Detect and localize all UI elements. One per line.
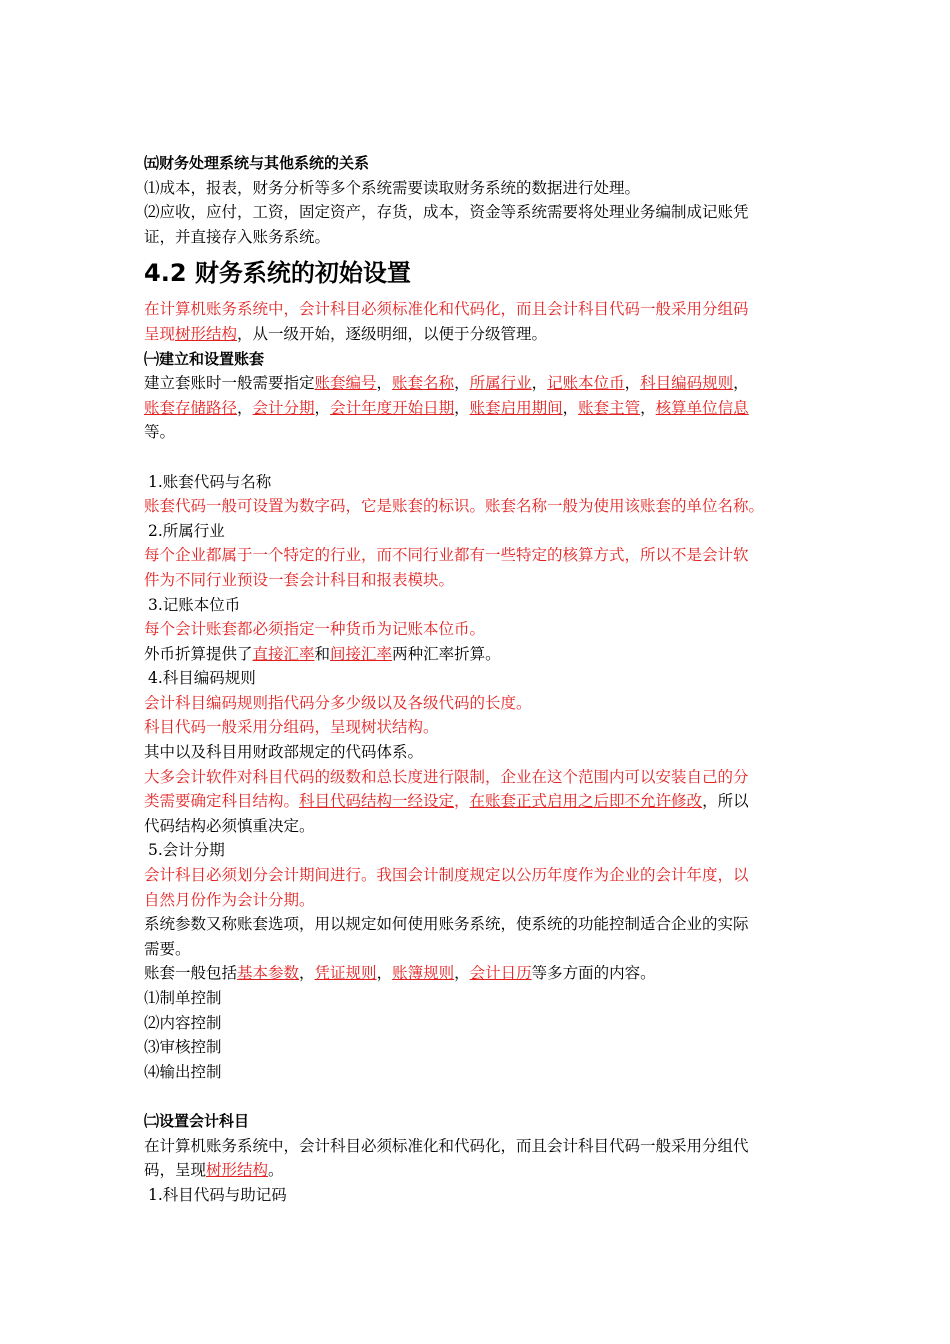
spacer (144, 1084, 808, 1109)
spacer (144, 445, 808, 470)
paragraph: 其中以及科目用财政部规定的代码体系。 (144, 743, 424, 762)
term-account-code: 账套编号 (314, 374, 377, 393)
term-accounting-period: 会计分期 (252, 398, 315, 417)
paragraph: 账套代码一般可设置为数字码，它是账套的标识。账套名称一般为使用该账套的单位名称。 (144, 497, 765, 516)
term-fiscal-year-start: 会计年度开始日期 (330, 398, 455, 417)
paragraph: 会计科目必须划分会计期间进行。我国会计制度规定以公历年度作为企业的会计年度，以 (144, 866, 749, 885)
document-body (144, 151, 808, 1207)
term-storage-path: 账套存储路径 (144, 398, 238, 417)
section-heading-accounts: ㈡设置会计科目 (144, 1111, 250, 1130)
setup-text: 建立套账时一般需要指定 (144, 374, 315, 393)
paragraph: 在计算机账务系统中，会计科目必须标准化和代码化，而且会计科目代码一般采用分组代 (144, 1136, 749, 1155)
subsection-title: 4.科目编码规则 (148, 669, 256, 688)
section-heading-setup: ㈠建立和设置账套 (144, 349, 265, 368)
paragraph: 系统参数又称账套选项，用以规定如何使用账务系统，使系统的功能控制适合企业的实际 (144, 915, 749, 934)
paragraph: 会计科目编码规则指代码分多少级以及各级代码的长度。 (144, 693, 532, 712)
term-no-modification: 在账套正式启用之后即不允许修改 (469, 792, 703, 811)
paragraph: 需要。 (144, 939, 191, 958)
term-direct-rate: 直接汇率 (252, 644, 315, 663)
paragraph: 每个会计账套都必须指定一种货币为记账本位币。 (144, 620, 486, 639)
term-structure-fixed: 科目代码结构一经设定 (299, 792, 455, 811)
subsection-title: 1.科目代码与助记码 (148, 1185, 287, 1204)
term-accounting-calendar: 会计日历 (469, 964, 532, 983)
list-item: ⑶审核控制 (144, 1038, 222, 1057)
paragraph: 每个企业都属于一个特定的行业，而不同行业都有一些特定的核算方式，所以不是会计软 (144, 546, 749, 565)
intro-line: 在计算机账务系统中，会计科目必须标准化和代码化，而且会计科目代码一般采用分组码 (144, 300, 749, 319)
term-account-name: 账套名称 (392, 374, 455, 393)
paragraph: 账套一般包括基本参数，凭证规则，账簿规则，会计日历等多方面的内容。 (144, 964, 656, 983)
term-base-currency: 记账本位币 (547, 374, 625, 393)
intro-text: ，从一级开始，逐级明细，以便于分级管理。 (237, 324, 548, 343)
paragraph: 科目代码一般采用分组码，呈现树状结构。 (144, 718, 439, 737)
list-item: ⑷输出控制 (144, 1062, 222, 1081)
paragraph: 件为不同行业预设一套会计科目和报表模块。 (144, 570, 455, 589)
term-indirect-rate: 间接汇率 (330, 644, 393, 663)
list-item: ⑴制单控制 (144, 989, 222, 1007)
paragraph: 外币折算提供了直接汇率和间接汇率两种汇率折算。 (144, 644, 501, 663)
list-item: ⑵内容控制 (144, 1013, 222, 1032)
paragraph: 类需要确定科目结构。科目代码结构一经设定，在账套正式启用之后即不允许修改，所以 (144, 792, 749, 811)
intro-line (144, 322, 808, 347)
tree-structure-term: 树形结构 (175, 324, 238, 343)
subsection-title: 5.会计分期 (148, 841, 225, 860)
tree-structure-term: 树形结构 (206, 1161, 269, 1180)
chapter-title: 4.2 财务系统的初始设置 (144, 259, 411, 288)
term-voucher-rules: 凭证规则 (314, 964, 377, 983)
paragraph: ⑵应收，应付，工资，固定资产，存货，成本，资金等系统需要将处理业务编制成记账凭 (144, 203, 749, 222)
subsection-title: 2.所属行业 (148, 521, 225, 540)
subsection-title: 3.记账本位币 (148, 595, 241, 614)
term-coding-rule: 科目编码规则 (640, 374, 734, 393)
subsection-title: 1.账套代码与名称 (148, 472, 272, 491)
paragraph: 代码结构必须慎重决定。 (144, 816, 315, 835)
paragraph: 码，呈现树形结构。 (144, 1161, 284, 1180)
paragraph: 大多会计软件对科目代码的级数和总长度进行限制，企业在这个范围内可以安装自己的分 (144, 767, 749, 786)
term-ledger-rules: 账簿规则 (392, 964, 455, 983)
paragraph: 自然月份作为会计分期。 (144, 890, 315, 909)
term-enable-period: 账套启用期间 (469, 398, 563, 417)
setup-line: 账套存储路径，会计分期，会计年度开始日期，账套启用期间，账套主管，核算单位信息 (144, 398, 749, 417)
term-unit-info: 核算单位信息 (655, 398, 749, 417)
setup-line: 等。 (144, 423, 176, 442)
setup-line: 建立套账时一般需要指定账套编号，账套名称，所属行业，记账本位币，科目编码规则， (144, 374, 749, 393)
term-basic-params: 基本参数 (237, 964, 300, 983)
section-heading-relations: ㈤财务处理系统与其他系统的关系 (144, 154, 370, 172)
term-industry: 所属行业 (469, 374, 532, 393)
term-supervisor: 账套主管 (578, 398, 641, 417)
intro-text: 呈现 (144, 324, 176, 343)
paragraph: 证，并直接存入账务系统。 (144, 227, 331, 246)
paragraph: ⑴成本，报表，财务分析等多个系统需要读取财务系统的数据进行处理。 (144, 178, 641, 197)
